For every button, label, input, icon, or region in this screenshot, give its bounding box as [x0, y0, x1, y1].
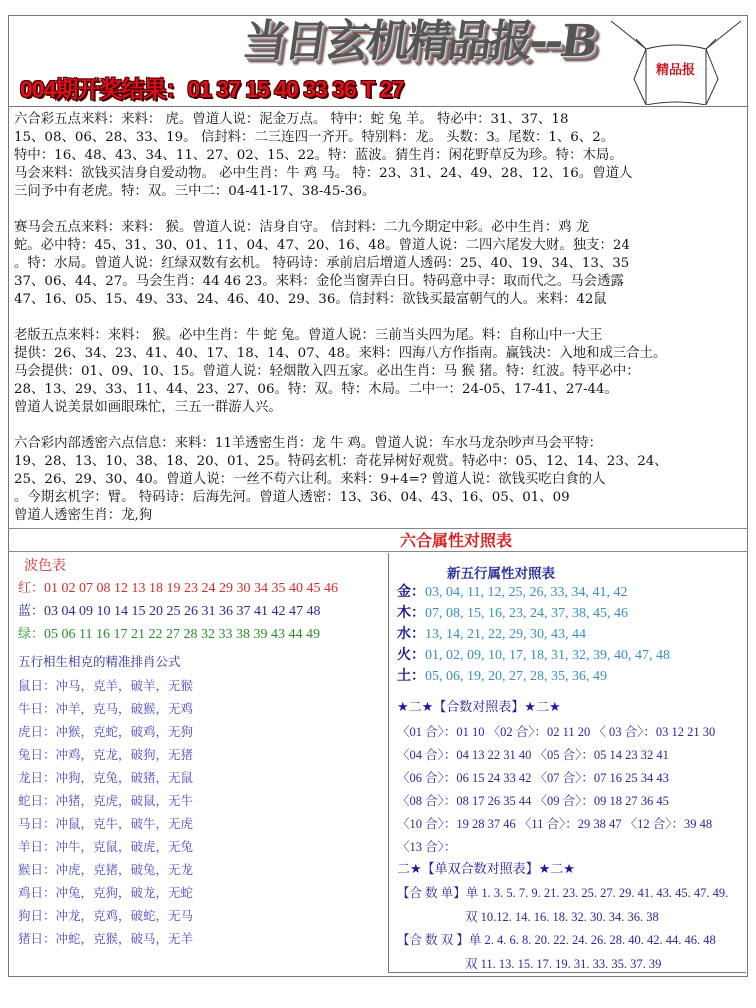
text-line: 赛马会五点来料：来料： 猴。曾道人说：洁身自守。 信封料：二九今期定中彩。必中生肖：鸡 龙	[14, 220, 590, 235]
wave-row	[18, 626, 320, 644]
text-line: 老版五点来料：来料： 猴。必中生肖：牛 蛇 兔。曾道人说：三前当头四为尾。料：自称山中一大王	[14, 328, 603, 343]
formula-row: 兔日：冲鸡，克龙，破狗，无猪	[18, 747, 194, 762]
elements-title: 新五行属性对照表	[447, 566, 555, 582]
element-numbers: 05, 06, 19, 20, 27, 28, 35, 36, 49	[425, 669, 607, 684]
formula-row: 猴日：冲虎，克猪，破兔，无龙	[18, 862, 194, 877]
right-panel	[388, 553, 746, 973]
element-numbers: 03, 04, 11, 12, 25, 26, 33, 34, 41, 42	[425, 585, 628, 600]
text-line: 马会提供：01、09、10、15。曾道人说：轻烟散入四五家。必出生肖：马 猴 猪。特：红波。特平必中：	[14, 364, 640, 379]
sum-row: 〈04 合〉：04 13 22 31 40 〈05 合〉：05 14 23 32 41	[397, 748, 669, 762]
wave-numbers: 01 02 07 08 12 13 18 19 23 24 29 30 34 35 40 45 46	[44, 581, 339, 596]
sum-row: 〈13 合〉：	[397, 840, 457, 854]
element-row	[397, 646, 670, 665]
header	[8, 15, 748, 107]
text-line: 六合彩五点来料：来料： 虎。曾道人说：泥金万点。 特中：蛇 兔 羊。 特必中：31、37、18	[14, 112, 569, 127]
paragraph-gap	[14, 201, 746, 219]
text-line: 28、13、29、33、11、44、23、27、06。特：双。特：木局。二中一：24-05、17-41、27-44。	[14, 382, 618, 397]
formula-row: 猪日：冲蛇，克猴，破马，无羊	[18, 931, 194, 946]
text-line: 。今期玄机字：臂。 特码诗：后海先河。曾道人透密：13、36、04、43、16、05、01、09	[14, 490, 570, 505]
logo-text: 精品报	[656, 63, 696, 78]
section-band	[8, 528, 748, 552]
formula-row: 蛇日：冲猪，克虎，破鼠，无牛	[18, 793, 194, 808]
text-line: 25、26、29、30、40。曾道人说：一丝不苟六让利。来料：9+4=? 曾道人说：欲钱买吃白食的人	[14, 472, 606, 487]
sum-row: 〈06 合〉：06 15 24 33 42 〈07 合〉：07 16 25 34 43	[397, 771, 669, 785]
element-row	[397, 667, 607, 686]
formula-title: 五行相生相克的精准排肖公式	[18, 654, 181, 669]
text-line: 15、08、06、28、33、19。 信封料：二三连四一齐开。特别料：龙。 头数：3。尾数：1、6、2。	[14, 130, 615, 145]
formula-row: 马日：冲鼠，克牛，破牛，无虎	[18, 816, 194, 831]
formula-row: 鸡日：冲兔，克狗，破龙，无蛇	[18, 885, 194, 900]
text-line: 六合彩内部透密六点信息：来料：11羊透密生肖：龙 牛 鸡。曾道人说：车水马龙杂吵声马会平特：	[14, 436, 602, 451]
formula-row: 狗日：冲龙，克鸡，破蛇，无马	[18, 908, 194, 923]
odd-even-title: 二★【单双合数对照表】★二★	[397, 862, 575, 877]
sum-row: 〈10 合〉：19 28 37 46 〈11 合〉：29 38 47 〈12 合〉：39 48	[397, 817, 713, 831]
element-label: 金：	[397, 584, 425, 600]
left-panel	[10, 553, 380, 976]
element-row	[397, 604, 628, 623]
wave-row	[18, 603, 321, 621]
formula-row: 鼠日：冲马，克羊，破羊，无猴	[18, 678, 194, 693]
formula-row: 羊日：冲牛，克鼠，破虎，无兔	[18, 839, 194, 854]
text-line: 特中：16、48、43、34、11、27、02、15、22。特：蓝波。猜生肖：闲花野草反为珍。特：木局。	[14, 148, 623, 163]
element-label: 火：	[397, 647, 425, 663]
text-line: 37、06、44、27。马会生肖：44 46 23。来料：金伦当窗弄白日。特码意中寻：取而代之。马会透露	[14, 274, 624, 289]
element-label: 木：	[397, 605, 425, 621]
text-line: 马会来料：欲钱买洁身自爱动物。 必中生肖：牛 鸡 马。 特：23、31、24、49、28、12、16。曾道人	[14, 166, 633, 181]
wave-label: 蓝：	[18, 604, 45, 619]
element-numbers: 13, 14, 21, 22, 29, 30, 43, 44	[425, 627, 586, 642]
page-title: 当日玄机精品报--B	[239, 16, 599, 67]
text-line: 曾道人说美景如画眼珠忙，三五一群游人兴。	[14, 400, 282, 415]
element-row	[397, 583, 627, 602]
odd-even-row: 双 11. 13. 15. 17. 19. 31. 33. 35. 37. 39	[465, 956, 662, 971]
formula-row: 牛日：冲羊，克马，破猴，无鸡	[18, 701, 194, 716]
text-line: 47、16、05、15、49、33、24、46、40、29、36。信封料：欲钱买最富朝气的人。来料：42鼠	[14, 292, 607, 307]
odd-even-row: 【合 数 双 】单 2. 4. 6. 8. 20. 22. 24. 26. 28. 40. 42. 44. 46. 48	[397, 933, 716, 947]
text-line: 三问予中有老虎。特：双。三中二：04-41-17、38-45-36。	[14, 184, 376, 199]
wave-label: 绿：	[18, 627, 45, 642]
draw-result: 004期开奖结果：01 37 15 40 33 36 T 27	[20, 76, 404, 102]
formula-row: 虎日：冲猴，克蛇，破鸡，无狗	[18, 724, 194, 739]
prediction-text	[14, 111, 746, 525]
text-line: 19、28、13、10、38、18、20、01、25。特码玄机：奇花异树好观赏。特必中：05、12、14、23、24、	[14, 454, 668, 469]
text-line: 。特：水局。曾道人说：红绿双数有玄机。 特码诗：承前启后增道人透码：25、40、19、34、13、35	[14, 256, 630, 271]
scroll-logo-icon	[606, 19, 746, 105]
sum-table-title: ★二★【合数对照表】★二★	[397, 700, 561, 715]
wave-title: 波色表	[24, 558, 66, 574]
wave-numbers: 05 06 11 16 17 21 22 27 28 32 33 38 39 43 44 49	[44, 627, 320, 642]
wave-row	[18, 580, 338, 598]
paragraph-gap	[14, 417, 746, 435]
odd-even-row: 双 10.12. 14. 16. 18. 32. 30. 34. 36. 38	[465, 909, 659, 924]
text-line: 曾道人透密生肖：龙,狗	[14, 508, 153, 523]
paragraph-gap	[14, 309, 746, 327]
text-line: 蛇。必中特：45、31、30、01、11、04、47、20、16、48。曾道人说：二四六尾发大财。独支：24	[14, 238, 630, 253]
element-numbers: 07, 08, 15, 16, 23, 24, 37, 38, 45, 46	[425, 606, 628, 621]
element-row	[397, 625, 586, 644]
sum-row: 〈08 合〉：08 17 26 35 44 〈09 合〉：09 18 27 36 45	[397, 794, 669, 808]
formula-row: 龙日：冲狗，克兔，破猪，无鼠	[18, 770, 194, 785]
wave-label: 红：	[18, 581, 45, 596]
wave-numbers: 03 04 09 10 14 15 20 25 26 31 36 37 41 42 47 48	[44, 604, 321, 619]
section-title: 六合属性对照表	[400, 531, 513, 550]
text-line: 提供：26、34、23、41、40、17、18、14、07、48。来料：四海八方作指南。赢钱决：入地和成三合土。	[14, 346, 667, 361]
element-label: 水：	[397, 626, 425, 642]
element-label: 土：	[397, 668, 425, 684]
element-numbers: 01, 02, 09, 10, 17, 18, 31, 32, 39, 40, 47, 48	[425, 648, 670, 663]
sum-row: 〈01 合〉：01 10 〈02 合〉：02 11 20 〈 03 合〉：03 12 21 30	[397, 725, 716, 739]
odd-even-row: 【合 数 单】单 1. 3. 5. 7. 9. 21. 23. 25. 27. 29. 41. 43. 45. 47. 49.	[397, 886, 729, 900]
